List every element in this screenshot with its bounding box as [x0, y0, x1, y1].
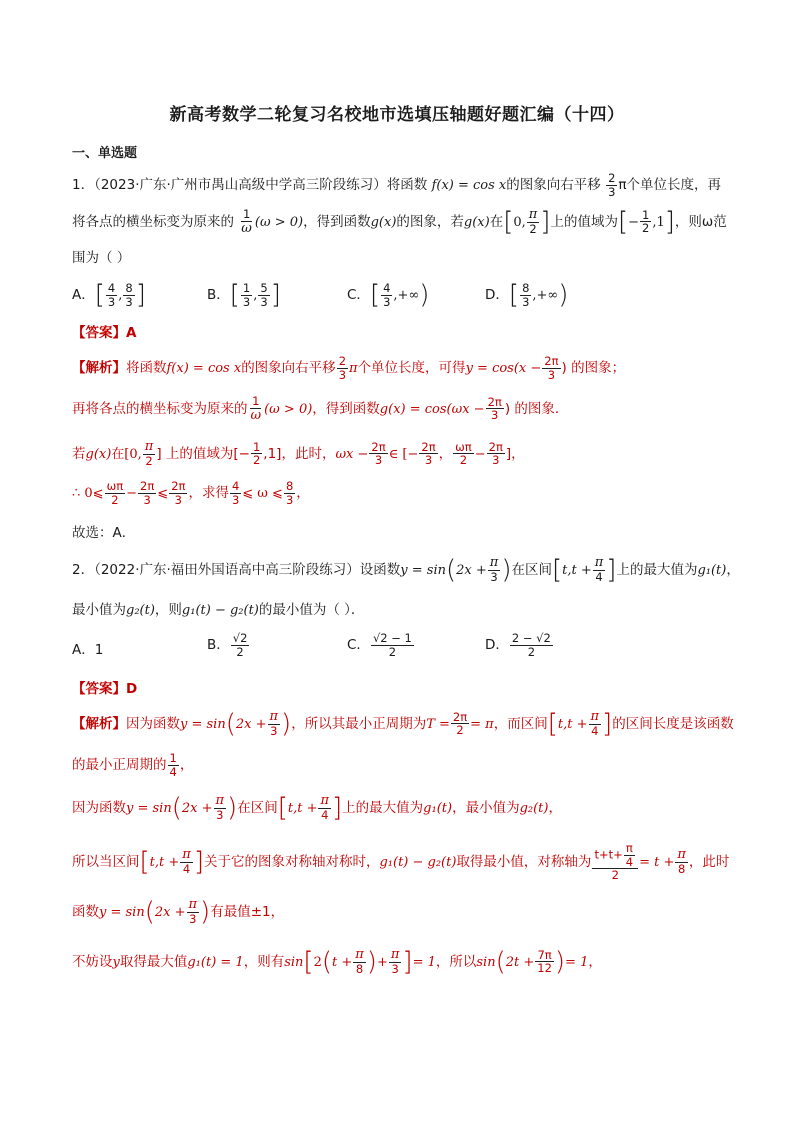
- a2-line-6: 不妨设y取得最大值g₁(t) = 1，则有sin[2(t + $\frac{\pi}{8}$ )+ $\frac{\pi}{3}$ ]= 1，所以sin(2t + $\frac{7\pi}{12}$ )= 1，: [72, 946, 602, 977]
- q1-line-1: [72, 172, 721, 198]
- q2-option-d: D． $\frac{2 - √2}{2}$: [485, 631, 551, 659]
- q1-answer: 【答案】A: [72, 325, 137, 341]
- formula: (ω > 0): [254, 214, 304, 230]
- q2-option-a: A．1: [72, 642, 104, 658]
- a1-line-2: 再将各点的横坐标变为原来的 $\frac{1}{\omega}$ (ω > 0)，得到函数g(x) = cos(ωx − $\frac{2\pi}{3}$ ) 的图象．: [72, 394, 569, 423]
- q2-answer: 【答案】D: [72, 681, 138, 697]
- text: π个单位长度，再: [618, 177, 722, 194]
- q2-option-c: C． $\frac{√2 - 1}{2}$: [347, 631, 412, 659]
- text: 将各点的横坐标变为原来的: [72, 213, 234, 230]
- formula: g(x): [463, 214, 490, 230]
- text: 的图象，若: [396, 213, 464, 230]
- a2-line-5: 函数y = sin(2x + $\frac{\pi}{3}$ )有最值±1，: [72, 896, 285, 927]
- q1-option-b: B．[ $\frac{1}{3}$ , $\frac{5}{3}$ ]: [207, 280, 281, 311]
- a2-line-1: 【解析】因为函数y = sin(2x + $\frac{\pi}{3}$ )，所以其最小正周期为T = $\frac{2\pi}{2}$ = π，而区间[t,t + $\frac{\pi}{4}$ ]的区间长度是该函数: [72, 708, 734, 739]
- a1-line-4: ∴ 0⩽ $\frac{\omega\pi}{2}$ − $\frac{2\pi}{3}$ ⩽ $\frac{2\pi}{3}$ ，求得 $\frac{4}{3}$ ⩽ ω ⩽ $\frac{8}{3}$ ，: [72, 479, 310, 507]
- text: 的图象向右平移: [506, 177, 601, 194]
- a2-line-4: 所以当区间[t,t + $\frac{\pi}{4}$ ]关于它的图象对称轴对称时，g₁(t) − g₂(t)取得最小值，对称轴为 t+t+ $\frac{\pi}{4}$ 2 = t + $\frac{\pi}{8}$ ，此时: [72, 841, 730, 883]
- formula: g(x): [370, 214, 397, 230]
- q1-option-d: D．[ $\frac{8}{3}$ ,+∞): [485, 280, 569, 311]
- fraction: $\frac{2}{3}$: [608, 171, 616, 199]
- a2-line-3: 因为函数y = sin(2x + $\frac{\pi}{3}$ )在区间[t,t + $\frac{\pi}{4}$ ]上的最大值为g₁(t)，最小值为g₂(t)，: [72, 792, 562, 823]
- q1-source: 1．（2023·广东·广州市禺山高级中学高三阶段练习）: [72, 177, 387, 194]
- q2-line-2: 最小值为g₂(t)，则g₁(t) − g₂(t)的最小值为（ ）．: [72, 602, 365, 618]
- a1-line-5: 故选：A．: [72, 525, 136, 541]
- q1-line-2: 将各点的横坐标变为原来的 $\frac{1}{\omega}$ (ω > 0)，得到函数g(x)的图象，若g(x)在[0, $\frac{\pi}{2}$ ]上的值域为[− $\frac{1}{2}$ ,1]，则ω范: [72, 206, 727, 237]
- text: 将函数: [386, 177, 428, 194]
- section-heading: 一、单选题: [72, 146, 138, 161]
- text: ，得到函数: [303, 213, 371, 230]
- q2-option-b: B． $\frac{√2}{2}$: [207, 631, 248, 659]
- q2-line-1: 2．（2022·广东·福田外国语高中高三阶段练习）设函数y = sin(2x + $\frac{\pi}{3}$ )在区间[t,t + $\frac{\pi}{4}$ ]上的最大值为g₁(t)，: [72, 554, 740, 585]
- text: 在: [489, 213, 504, 230]
- q1-option-c: C．[ $\frac{4}{3}$ ,+∞): [347, 280, 430, 311]
- q1-option-a: A．[ $\frac{4}{3}$ , $\frac{8}{3}$ ]: [72, 280, 146, 311]
- fraction: $\frac{1}{\omega}$: [241, 207, 252, 236]
- text: ，则ω范: [674, 213, 727, 230]
- page-title: 新高考数学二轮复习名校地市选填压轴题好题汇编（十四）: [169, 105, 625, 125]
- a1-line-1: 【解析】将函数f(x) = cos x的图象向右平移 $\frac{2}{3}$ π个单位长度，可得y = cos(x − $\frac{2\pi}{3}$ ) 的图象；: [72, 354, 626, 382]
- q1-line-3: 围为（ ）: [72, 250, 131, 266]
- a2-line-2: 的最小正周期的 $\frac{1}{4}$ ，: [72, 751, 194, 779]
- a1-line-3: 若g(x)在[0, $\frac{\pi}{2}$ ] 上的值域为[− $\frac{1}{2}$ ,1]，此时，ωx − $\frac{2\pi}{3}$ ∈ [− $\frac{2\pi}{3}$ ， $\frac{\omega\pi}{2}$ − $\frac{2\pi}{3}$ ]，: [72, 439, 525, 469]
- text: 上的值域为: [550, 213, 618, 230]
- formula: f(x) = cos x: [431, 178, 507, 194]
